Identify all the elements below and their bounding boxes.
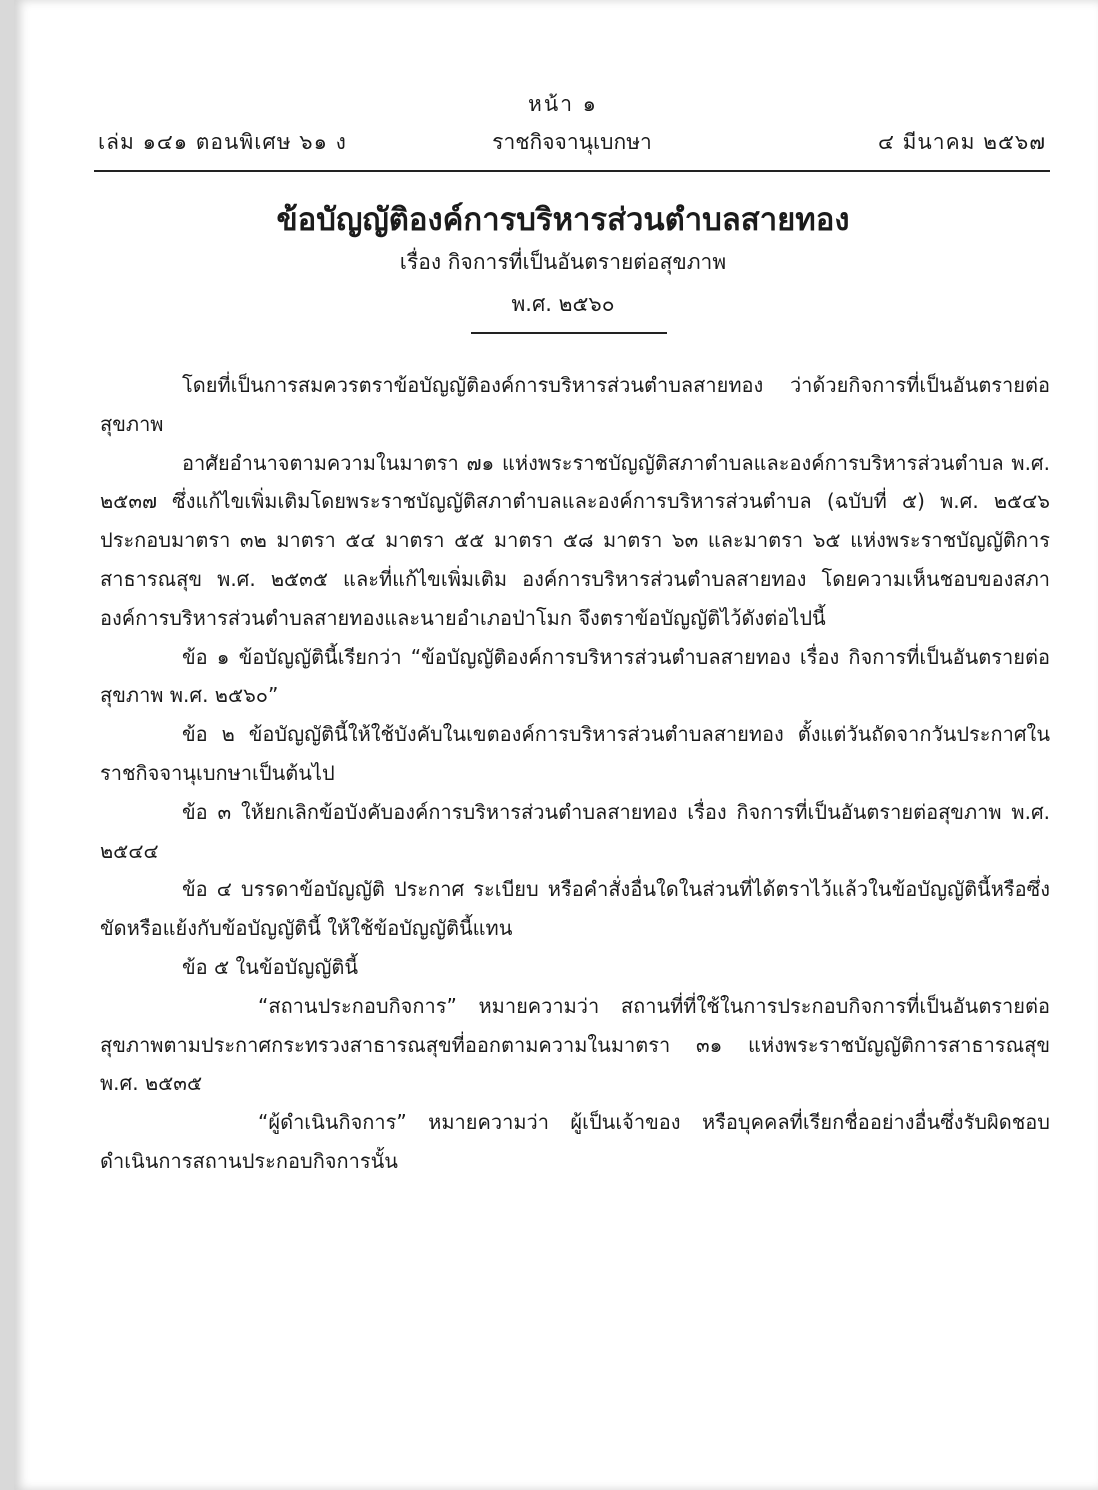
document-title: ข้อบัญญัติองค์การบริหารส่วนตำบลสายทอง — [276, 202, 850, 238]
volume-info: เล่ม ๑๔๑ ตอนพิเศษ ๖๑ ง — [98, 130, 347, 154]
document-subject: เรื่อง กิจการที่เป็นอันตรายต่อสุขภาพ — [399, 250, 727, 274]
clause-5: ข้อ ๕ ในข้อบัญญัตินี้ — [182, 954, 359, 979]
gazette-header — [98, 126, 1046, 158]
clause-2: ข้อ ๒ ข้อบัญญัตินี้ให้ใช้บังคับในเขตองค์การบริหารส่วนตำบลสายทอง ตั้งแต่วันถัดจากวันประกาศในราชกิจจานุเบกษาเป็นต้นไป — [100, 722, 1050, 785]
document-page — [14, 0, 1098, 1490]
header-divider — [94, 170, 1050, 172]
title-divider — [471, 332, 667, 334]
preamble-paragraph: โดยที่เป็นการสมควรตราข้อบัญญัติองค์การบริหารส่วนตำบลสายทอง ว่าด้วยกิจการที่เป็นอันตรายต่อสุขภาพ — [100, 373, 1050, 436]
clause-3: ข้อ ๓ ให้ยกเลิกข้อบังคับองค์การบริหารส่วนตำบลสายทอง เรื่อง กิจการที่เป็นอันตรายต่อสุขภาพ พ.ศ. ๒๕๔๔ — [100, 799, 1050, 863]
document-body — [100, 366, 1050, 1181]
document-year: พ.ศ. ๒๕๖๐ — [511, 292, 615, 316]
page-number: หน้า ๑ — [528, 92, 598, 116]
definition-operator: “ผู้ดำเนินกิจการ” หมายความว่า ผู้เป็นเจ้าของ หรือบุคคลที่เรียกชื่ออย่างอื่นซึ่งรับผิดชอบดำเนินการสถานประกอบกิจการนั้น — [100, 1110, 1050, 1173]
publication-name: ราชกิจจานุเบกษา — [492, 130, 652, 154]
authority-paragraph: อาศัยอำนาจตามความในมาตรา ๗๑ แห่งพระราชบัญญัติสภาตำบลและองค์การบริหารส่วนตำบล พ.ศ. ๒๕๓๗ ซึ่งแก้ไขเพิ่มเติมโดยพระราชบัญญัติสภาตำบลและองค์การบริหารส่วนตำบล (ฉบับที่ ๕) พ.ศ. ๒๕๔๖ ประกอบมาตรา ๓๒ มาตรา ๕๔ มาตรา ๕๕ มาตรา ๕๘ มาตรา ๖๓ และมาตรา ๖๕ แห่งพระราชบัญญัติการสาธารณสุข พ.ศ. ๒๕๓๕ และที่แก้ไขเพิ่มเติม องค์การบริหารส่วนตำบลสายทอง โดยความเห็นชอบของสภาองค์การบริหารส่วนตำบลสายทองและนายอำเภอป่าโมก จึงตราข้อบัญญัติไว้ดังต่อไปนี้ — [100, 450, 1050, 630]
clause-1: ข้อ ๑ ข้อบัญญัตินี้เรียกว่า “ข้อบัญญัติองค์การบริหารส่วนตำบลสายทอง เรื่อง กิจการที่เป็นอันตรายต่อสุขภาพ พ.ศ. ๒๕๖๐” — [100, 644, 1050, 708]
clause-4: ข้อ ๔ บรรดาข้อบัญญัติ ประกาศ ระเบียบ หรือคำสั่งอื่นใดในส่วนที่ได้ตราไว้แล้วในข้อบัญญัตินี้หรือซึ่งขัดหรือแย้งกับข้อบัญญัตินี้ ให้ใช้ข้อบัญญัตินี้แทน — [100, 877, 1050, 941]
publication-date: ๔ มีนาคม ๒๕๖๗ — [878, 130, 1046, 154]
definition-business-premises: “สถานประกอบกิจการ” หมายความว่า สถานที่ที่ใช้ในการประกอบกิจการที่เป็นอันตรายต่อสุขภาพตามประกาศกระทรวงสาธารณสุขที่ออกตามความในมาตรา ๓๑ แห่งพระราชบัญญัติการสาธารณสุข พ.ศ. ๒๕๓๕ — [100, 993, 1050, 1096]
